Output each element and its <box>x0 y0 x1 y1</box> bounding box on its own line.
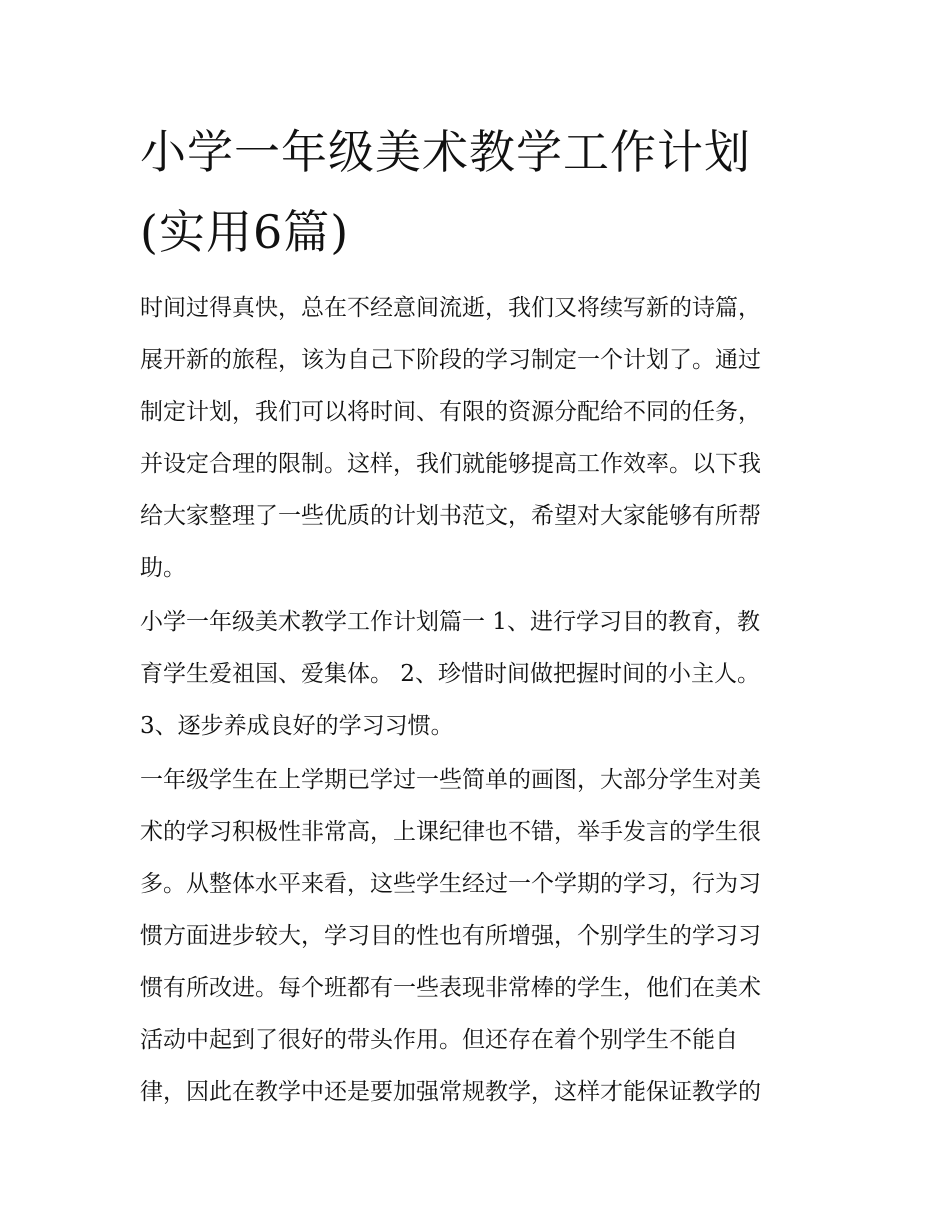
text-line: 制定计划，我们可以将时间、有限的资源分配给不同的任务， <box>140 399 761 425</box>
text-line: 惯有所改进。每个班都有一些表现非常棒的学生，他们在美术 <box>140 975 761 1001</box>
section-one-paragraph <box>140 596 820 752</box>
text-line: 展开新的旅程，该为自己下阶段的学习制定一个计划了。通过 <box>140 347 761 373</box>
text-line: 惯方面进步较大，学习目的性也有所增强，个别学生的学习习 <box>140 923 761 949</box>
page-title <box>140 112 820 272</box>
text-line: 并设定合理的限制。这样，我们就能够提高工作效率。以下我 <box>140 451 761 477</box>
title-line-1: 小学一年级美术教学工作计划 <box>140 125 751 179</box>
text-line: 时间过得真快，总在不经意间流逝，我们又将续写新的诗篇， <box>140 295 761 321</box>
document-page <box>140 112 820 1120</box>
student-analysis-paragraph <box>140 754 820 1118</box>
text-line: 3、逐步养成良好的学习习惯。 <box>140 713 454 739</box>
text-line: 多。从整体水平来看，这些学生经过一个学期的学习，行为习 <box>140 871 761 897</box>
intro-paragraph <box>140 282 820 594</box>
text-line: 一年级学生在上学期已学过一些简单的画图，大部分学生对美 <box>140 767 761 793</box>
text-line: 活动中起到了很好的带头作用。但还存在着个别学生不能自 <box>140 1027 738 1053</box>
text-line: 助。 <box>140 555 186 581</box>
title-line-2: (实用6篇) <box>140 205 350 259</box>
text-line: 律，因此在教学中还是要加强常规教学，这样才能保证教学的 <box>140 1079 761 1105</box>
text-line: 术的学习积极性非常高，上课纪律也不错，举手发言的学生很 <box>140 819 761 845</box>
text-line: 给大家整理了一些优质的计划书范文，希望对大家能够有所帮 <box>140 503 761 529</box>
text-line: 育学生爱祖国、爱集体。 2、珍惜时间做把握时间的小主人。 <box>140 661 760 687</box>
text-line: 小学一年级美术教学工作计划篇一 1、进行学习目的教育，教 <box>140 609 760 635</box>
